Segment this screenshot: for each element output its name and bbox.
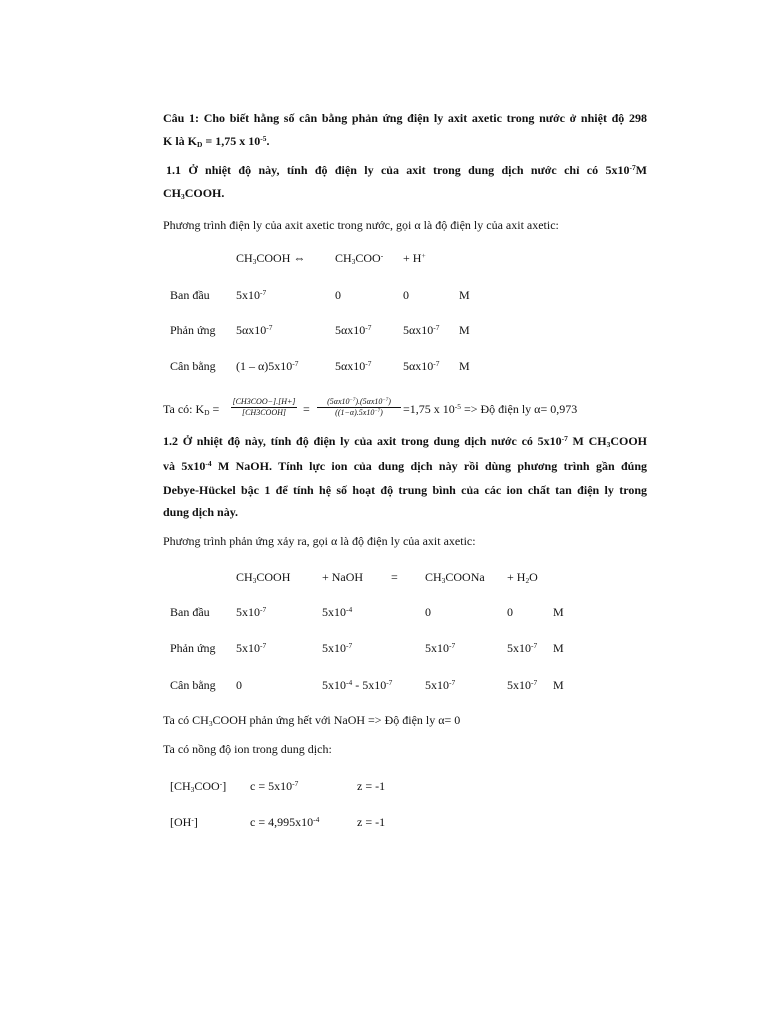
table-unit: M [459,359,470,373]
table-header-product-1: $CH_3COONa$ [425,570,485,586]
part-1-2-prompt-line-4: dung dịch này. [163,505,239,519]
table-header-reactant-1: $CH_3COOH$ [236,570,291,586]
table-cell: $(1 - \alpha)5x10^{-7}$ [236,358,299,373]
table-header-reactant: $CH_3COOH$ ⇔ [236,251,306,267]
table-header-product-1: $CH_3COO^-$ [335,250,384,267]
table-row-label: Phản ứng [170,641,216,655]
kd-equation-lead: Ta có: $K_D$ = [163,402,220,418]
question-title-line-2: K là $K_D = 1,75$ x $10^{-5}$. [163,133,270,150]
fraction-numerator: $(5\alpha x10^{-7}).(5\alpha x10^{-7})$ [327,397,391,406]
table-unit: M [459,288,470,302]
table-cell: $5x10^{-7}$ [425,677,456,692]
part-1-1-intro: Phương trình điện ly của axit axetic trong nước, gọi α là độ điện ly của axit axetic: [163,218,559,232]
table-cell: $5\alpha x10^{-7}$ [335,322,372,337]
table-unit: M [553,678,564,692]
ion-species: $[CH_3COO^-]$ [170,778,227,795]
table-cell: $5\alpha x10^{-7}$ [403,322,440,337]
ion-charge: z = -1 [357,815,386,829]
table-cell: $5x10^{-7}$ [425,640,456,655]
part-1-2-prompt-line-2: và $5x10^{-4}$ M NaOH. Tính lực ion của dung dịch này rồi dùng phương trình gần đúng [163,458,648,473]
fraction-denominator: [CH3COOH] [241,408,286,417]
kd-concentration-fraction [230,397,298,418]
kd-substituted-fraction [316,397,402,418]
table-cell: $5x10^{-4} - 5x10^{-7}$ [322,677,393,692]
table-row-label: Ban đầu [170,288,210,302]
question-title-line-1: Câu 1: Cho biết hằng số cân bằng phản ứng điện ly axit axetic trong nước ở nhiệt độ 298 [163,111,647,125]
table-cell: $5\alpha x10^{-7}$ [403,358,440,373]
part-1-2-intro: Phương trình phản ứng xảy ra, gọi α là độ điện ly của axit axetic: [163,534,476,548]
table-row-label: Phản ứng [170,323,216,337]
table-unit: M [459,323,470,337]
part-1-1-prompt-line-1: 1.1 Ở nhiệt độ này, tính độ điện ly của axit trong dung dịch nước chỉ có $5x10^{-7}M$ [166,162,647,177]
part-1-2-prompt-line-3: Debye-Hückel bậc 1 để tính hệ số hoạt độ trung bình của các ion chất tan điện ly trong [163,483,647,497]
table-cell: 0 [507,605,513,619]
table-cell: $5x10^{-7}$ [507,640,538,655]
part-1-2-conclusion: Ta có $CH_3COOH$ phản ứng hết với NaOH => Độ điện ly α= 0 [163,713,461,729]
fraction-numerator: [CH3COO−].[H+] [232,397,296,406]
table-header-product-2: + $H_2O$ [507,570,538,586]
table-cell: 0 [335,288,341,302]
table-header-reactant-2: + NaOH [322,570,364,584]
table-cell: $5\alpha x10^{-7}$ [335,358,372,373]
table-header-equals: = [391,570,398,584]
table-cell: $5\alpha x10^{-7}$ [236,322,273,337]
table-unit: M [553,605,564,619]
table-row-label: Ban đầu [170,605,210,619]
table-cell: $5x10^{-7}$ [236,640,267,655]
table-cell: $5x10^{-7}$ [322,640,353,655]
part-1-2-prompt-line-1: 1.2 Ở nhiệt độ này, tính độ điện ly của axit trong dung dịch nước có $5x10^{-7}$ M $CH_3COOH$ [163,433,647,450]
table-cell: $5x10^{-7}$ [236,604,267,619]
kd-equals-sign: = [303,402,310,416]
part-1-1-prompt-line-2: $CH_3COOH$. [163,186,225,202]
table-unit: M [553,641,564,655]
table-cell: 0 [403,288,409,302]
kd-equation-result: =1,75 x $10^{-5}$ => Độ điện ly α= 0,973 [403,401,578,416]
table-header-product-2: + H+ [403,250,426,265]
ion-charge: z = -1 [357,779,386,793]
table-cell: 0 [425,605,431,619]
table-row-label: Cân bằng [170,678,216,692]
ion-concentration: $c = 4,995x10^{-4}$ [250,814,320,829]
table-cell: $5x10^{-7}$ [507,677,538,692]
table-cell: $5x10^{-4}$ [322,604,353,619]
ion-concentration-intro: Ta có nồng độ ion trong dung dịch: [163,742,332,756]
table-cell: 0 [236,678,242,692]
table-row-label: Cân bằng [170,359,216,373]
fraction-denominator: $((1-\alpha).5x10^{-7})$ [335,408,383,417]
ion-species: [OH-] [170,814,198,829]
ion-concentration: $c = 5x10^{-7}$ [250,778,299,793]
table-cell: $5x10^{-7}$ [236,287,267,302]
